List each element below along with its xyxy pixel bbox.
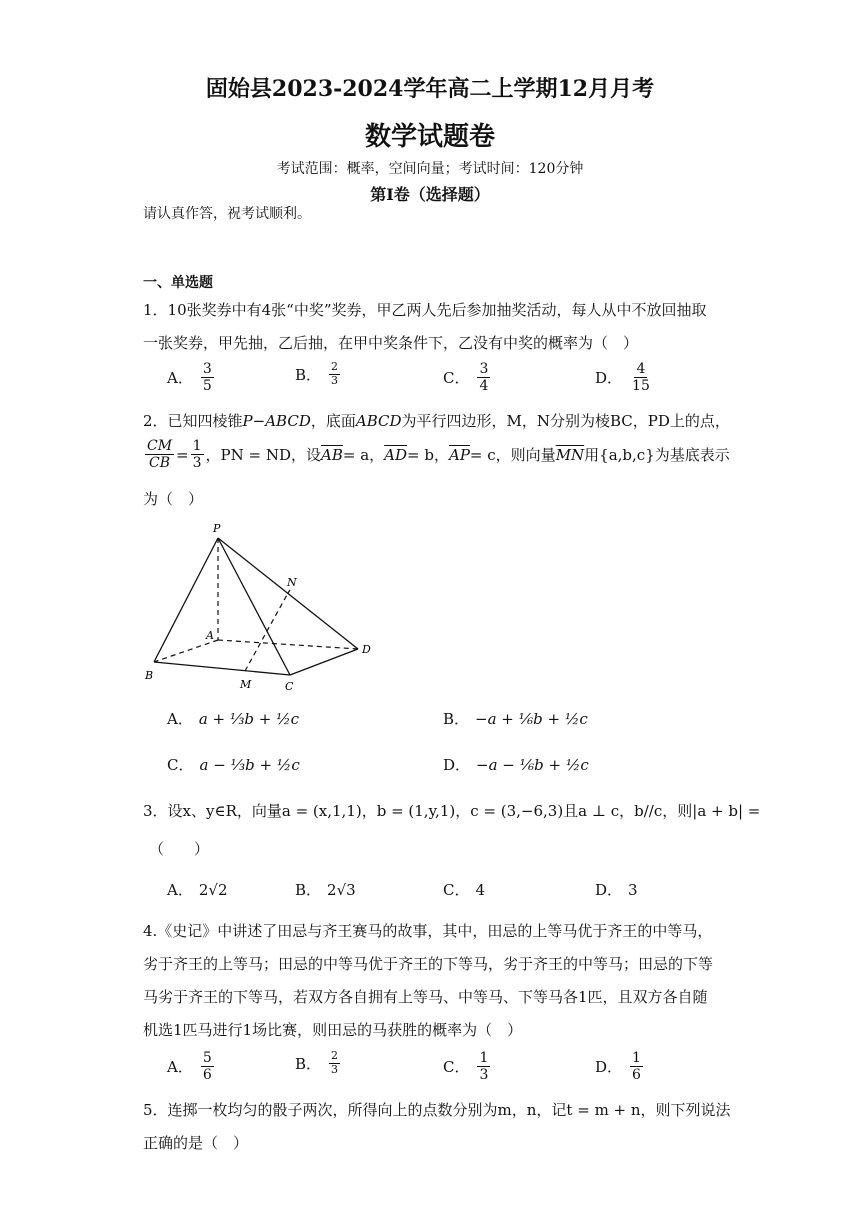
label-c: C xyxy=(285,680,294,693)
fraction: $\frac{1}{3}$ xyxy=(479,1050,489,1084)
q4-line4: 机选1匹马进行1场比赛，则田忌的马获胜的概率为（ ） xyxy=(143,1021,523,1039)
fraction: $\frac{2}{3}$ xyxy=(331,360,339,387)
label-b: B xyxy=(145,669,154,682)
option-value: 4 xyxy=(475,880,486,899)
label-d: D xyxy=(362,643,371,656)
q5-line1: 5．连掷一枚均匀的骰子两次，所得向上的点数分别为m，n，记t = m + n，则下列说法 xyxy=(143,1101,731,1119)
edge-pd xyxy=(218,538,358,649)
option-label: B． xyxy=(295,365,322,384)
q1-option-a[interactable] xyxy=(167,361,216,394)
option-value: 2√3 xyxy=(327,880,356,899)
q1-line2: 一张奖券，甲先抽，乙后抽，在甲中奖条件下，乙没有中奖的概率为（ ） xyxy=(143,334,639,352)
option-label: C． xyxy=(167,756,194,774)
q1-line1: 1．10张奖券中有4张“中奖”奖券，甲乙两人先后参加抽奖活动，每人从中不放回抽取 xyxy=(143,301,707,319)
fraction: $\frac{2}{3}$ xyxy=(331,1049,339,1076)
section-heading: 一、单选题 xyxy=(143,275,213,291)
option-label: A． xyxy=(167,1058,193,1077)
q2-line3: 为（ ） xyxy=(143,490,204,508)
fraction: $\frac{5}{6}$ xyxy=(202,1050,212,1084)
fraction: $\frac{3}{5}$ xyxy=(202,361,212,395)
label-m: M xyxy=(240,678,252,691)
option-label: D． xyxy=(443,756,471,774)
option-label: C． xyxy=(443,369,470,388)
option-label: D． xyxy=(595,881,623,899)
option-expr: a + ⅓b + ½c xyxy=(198,709,300,728)
option-label: D． xyxy=(595,369,623,388)
q5-line2: 正确的是（ ） xyxy=(143,1134,249,1152)
q4-option-d[interactable] xyxy=(595,1050,645,1083)
q2-option-a[interactable] xyxy=(167,708,299,729)
label-a: A xyxy=(206,629,214,642)
q4-line3: 马劣于齐王的下等马，若双方各自拥有上等马、中等马、下等马各1匹，且双方各自随 xyxy=(143,988,708,1006)
exam-subtitle: 数学试题卷 xyxy=(364,122,495,152)
q3-option-a[interactable] xyxy=(167,879,228,900)
option-label: B． xyxy=(443,710,470,728)
q3-line2: （ ） xyxy=(149,840,210,858)
q2-line2: $\frac{CM}{CB}$ = $\frac{1}{3}$ ，PN = ND，设 $\overline{AB}$ = a， $\overline{AD}$ = b， $\overline{AP}$ = c， 则向量 $\overline{MN}$ 用{a,b,c}为基底表示 xyxy=(147,438,730,472)
q4-option-c[interactable] xyxy=(443,1050,492,1083)
label-p: P xyxy=(213,522,221,535)
one-third: $\frac{1}{3}$ xyxy=(192,438,202,472)
option-label: B． xyxy=(295,1054,322,1073)
q1-option-b[interactable] xyxy=(295,361,342,387)
q2-line1: 2．已知四棱锥P−ABCD，底面ABCD为平行四边形，M，N分别为棱BC，PD上的点， xyxy=(143,412,730,430)
option-expr: −a + ⅙b + ½c xyxy=(475,709,588,728)
q1-option-c[interactable] xyxy=(443,361,492,394)
edge-bc xyxy=(154,662,290,675)
q3-line1: 3．设x、y∈R，向量a = (x,1,1)，b = (1,y,1)，c = (3,−6,3)且a ⊥ c，b//c，则|a + b| = xyxy=(143,802,761,820)
edge-ad xyxy=(218,640,358,649)
fraction: $\frac{4}{15}$ xyxy=(632,361,650,395)
q2-option-c[interactable] xyxy=(167,754,300,775)
q4-option-b[interactable] xyxy=(295,1050,342,1076)
q2-option-d[interactable] xyxy=(443,754,589,775)
q2-option-b[interactable] xyxy=(443,708,588,729)
option-label: C． xyxy=(443,881,470,899)
exam-info: 考试范围：概率，空间向量；考试时间：120分钟 xyxy=(276,161,584,177)
fraction: $\frac{3}{4}$ xyxy=(479,361,489,395)
option-value: 2√2 xyxy=(198,880,228,899)
q4-line1: 4.《史记》中讲述了田忌与齐王赛马的故事，其中，田忌的上等马优于齐王的中等马， xyxy=(143,922,713,940)
edge-cd xyxy=(290,649,358,675)
q4-option-a[interactable] xyxy=(167,1050,216,1083)
option-label: D． xyxy=(595,1058,623,1077)
exam-title: 固始县2023-2024学年高二上学期12月月考 xyxy=(205,76,655,102)
q3-option-d[interactable] xyxy=(595,879,638,900)
option-label: A． xyxy=(167,881,193,899)
option-expr: a − ⅓b + ½c xyxy=(199,755,300,774)
q4-line2: 劣于齐王的上等马；田忌的中等马优于齐王的下等马，劣于齐王的中等马；田忌的下等 xyxy=(143,955,714,973)
pyramid-figure xyxy=(140,518,380,698)
q3-option-c[interactable] xyxy=(443,879,485,900)
ratio-fraction: $\frac{CM}{CB}$ xyxy=(147,438,173,472)
q3-option-b[interactable] xyxy=(295,879,356,900)
q1-option-d[interactable] xyxy=(595,361,654,394)
option-value: 3 xyxy=(628,880,638,899)
fraction: $\frac{1}{6}$ xyxy=(632,1050,641,1084)
option-label: C． xyxy=(443,1058,470,1077)
label-n: N xyxy=(287,576,297,589)
option-label: B． xyxy=(295,881,322,899)
option-label: A． xyxy=(167,710,193,728)
greeting: 请认真作答，祝考试顺利。 xyxy=(143,206,311,222)
part-heading: 第I卷（选择题） xyxy=(370,185,490,204)
option-expr: −a − ⅙b + ½c xyxy=(476,755,589,774)
option-label: A． xyxy=(167,369,193,388)
